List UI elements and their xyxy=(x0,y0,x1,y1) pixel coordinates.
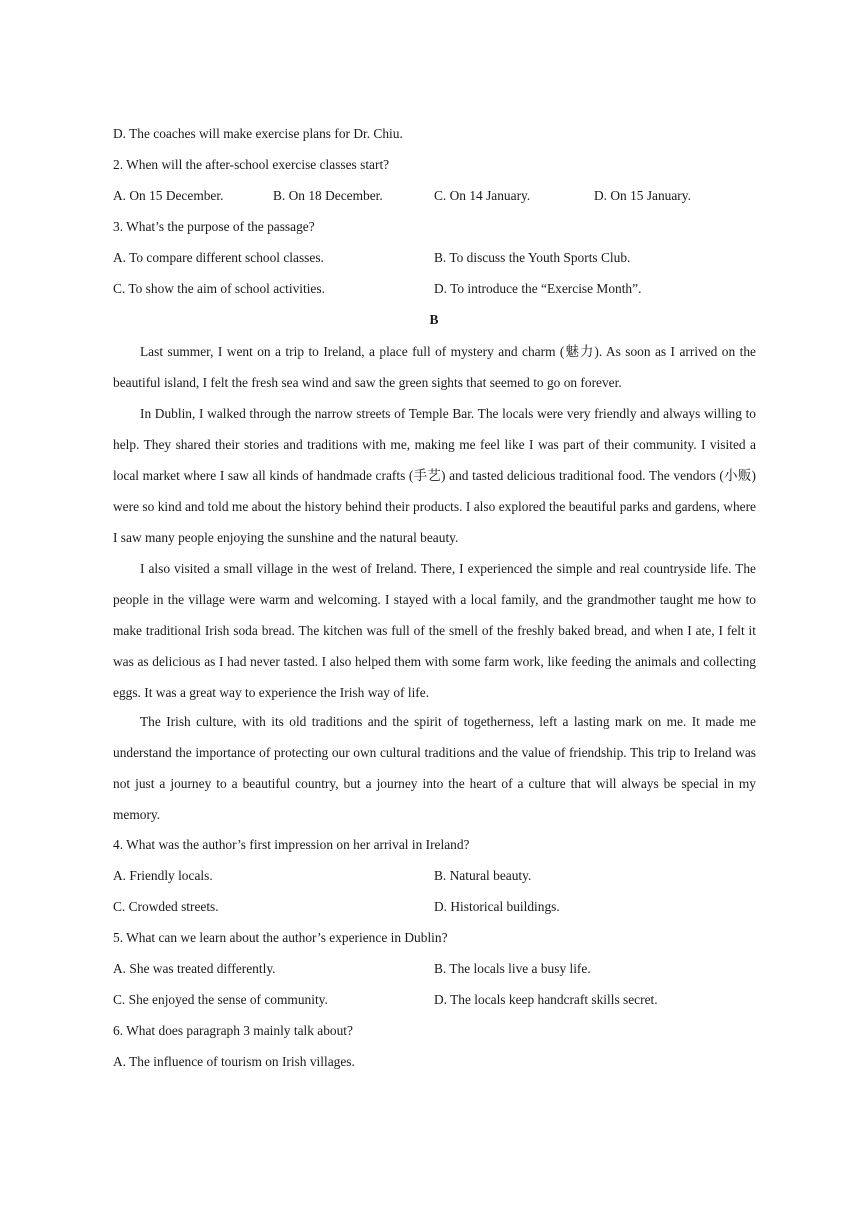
q3-stem: 3. What’s the purpose of the passage? xyxy=(113,219,315,234)
q2-option-c: C. On 14 January. xyxy=(434,188,531,203)
passage-paragraph-1: Last summer, I went on a trip to Ireland, a place full of mystery and charm (魅力). As soon as I arrived on the beautiful island, I felt the fresh sea wind and saw the green sights that seemed to go on forever. xyxy=(113,344,756,390)
q5-option-c: C. She enjoyed the sense of community. xyxy=(113,992,328,1007)
q3-option-c: C. To show the aim of school activities. xyxy=(113,281,325,296)
q5-option-a: A. She was treated differently. xyxy=(113,961,276,976)
q2-option-d: D. On 15 January. xyxy=(594,188,691,203)
q3-option-d: D. To introduce the “Exercise Month”. xyxy=(434,281,642,296)
q1-option-d: D. The coaches will make exercise plans for Dr. Chiu. xyxy=(113,126,403,141)
section-heading: B xyxy=(429,312,439,327)
q6-stem: 6. What does paragraph 3 mainly talk about? xyxy=(113,1023,353,1038)
q4-stem: 4. What was the author’s first impression on her arrival in Ireland? xyxy=(113,837,470,852)
q4-option-a: A. Friendly locals. xyxy=(113,868,213,883)
passage-paragraph-4: The Irish culture, with its old traditions and the spirit of togetherness, left a lasting mark on me. It made me understand the importance of protecting our own cultural traditions and the value of friendship. This trip to Ireland was not just a journey to a beautiful country, but a journey into the heart of a culture that will always be special in my memory. xyxy=(113,714,756,822)
q2-stem: 2. When will the after-school exercise classes start? xyxy=(113,157,390,172)
passage-paragraph-2: In Dublin, I walked through the narrow streets of Temple Bar. The locals were very friendly and always willing to help. They shared their stories and traditions with me, making me feel like I was part of their community. I visited a local market where I saw all kinds of handmade crafts (手艺) and tasted delicious traditional food. The vendors (小贩) were so kind and told me about the history behind their products. I also explored the beautiful parks and gardens, where I saw many people enjoying the sunshine and the natural beauty. xyxy=(113,406,756,545)
q5-stem: 5. What can we learn about the author’s experience in Dublin? xyxy=(113,930,448,945)
q4-option-b: B. Natural beauty. xyxy=(434,868,532,883)
q3-option-a: A. To compare different school classes. xyxy=(113,250,324,265)
q5-option-b: B. The locals live a busy life. xyxy=(434,961,591,976)
q6-option-a: A. The influence of tourism on Irish villages. xyxy=(113,1054,355,1069)
q4-option-c: C. Crowded streets. xyxy=(113,899,219,914)
q3-option-b: B. To discuss the Youth Sports Club. xyxy=(434,250,631,265)
passage-paragraph-3: I also visited a small village in the west of Ireland. There, I experienced the simple and real countryside life. The people in the village were warm and welcoming. I stayed with a local family, and the grandmother taught me how to make traditional Irish soda bread. The kitchen was full of the smell of the freshly baked bread, and when I ate, I felt it was as delicious as I had never tasted. I also helped them with some farm work, like feeding the animals and collecting eggs. It was a great way to experience the Irish way of life. xyxy=(113,561,756,700)
q4-option-d: D. Historical buildings. xyxy=(434,899,560,914)
q2-option-a: A. On 15 December. xyxy=(113,188,224,203)
q2-option-b: B. On 18 December. xyxy=(273,188,383,203)
q5-option-d: D. The locals keep handcraft skills secret. xyxy=(434,992,658,1007)
